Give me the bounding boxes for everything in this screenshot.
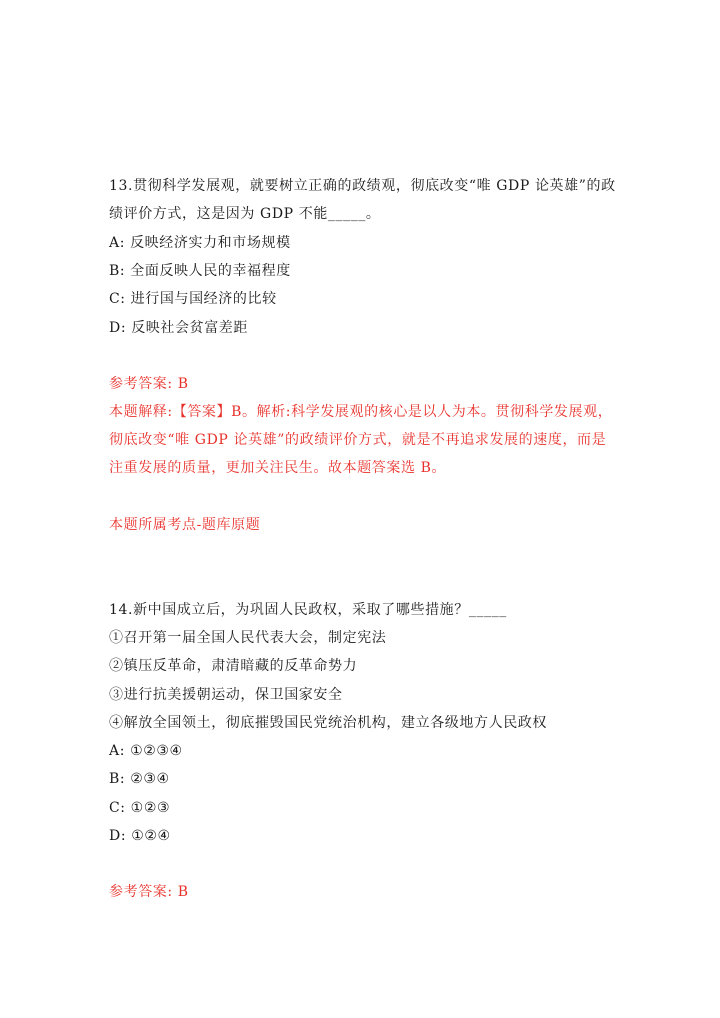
q13-option-a: A: 反映经济实力和市场规模: [109, 235, 291, 251]
q14-statement-2: ②镇压反革命，肃清暗藏的反革命势力: [109, 658, 358, 674]
q13-stem-line2: 绩评价方式，这是因为 GDP 不能_____。: [109, 206, 381, 222]
q14-option-b: B: ②③④: [109, 771, 170, 787]
q13-stem-line1: 13.贯彻科学发展观，就要树立正确的政绩观，彻底改变“唯 GDP 论英雄”的政: [109, 178, 616, 194]
q13-answer: 参考答案: B: [109, 376, 189, 392]
q14-answer: 参考答案: B: [109, 884, 189, 900]
q14-stem: 14.新中国成立后，为巩固人民政权，采取了哪些措施？_____: [109, 602, 507, 618]
q14-option-d: D: ①②④: [109, 828, 171, 844]
q13-option-b: B: 全面反映人民的幸福程度: [109, 263, 291, 279]
q14-option-c: C: ①②③: [109, 800, 171, 816]
q14-statement-3: ③进行抗美援朝运动，保卫国家安全: [109, 687, 343, 703]
q13-topic: 本题所属考点-题库原题: [109, 517, 261, 533]
q14-option-a: A: ①②③④: [109, 743, 183, 759]
q13-explanation-line2: 彻底改变“唯 GDP 论英雄”的政绩评价方式，就是不再追求发展的速度，而是: [109, 432, 607, 448]
q13-option-c: C: 进行国与国经济的比较: [109, 291, 277, 307]
q13-explanation-line3: 注重发展的质量，更加关注民生。故本题答案选 B。: [109, 460, 447, 476]
q13-option-d: D: 反映社会贫富差距: [109, 320, 248, 336]
q14-statement-1: ①召开第一届全国人民代表大会，制定宪法: [109, 630, 387, 646]
q13-explanation-line1: 本题解释:【答案】B。解析:科学发展观的核心是以人为本。贯彻科学发展观，: [109, 404, 613, 420]
q14-statement-4: ④解放全国领土，彻底摧毁国民党统治机构，建立各级地方人民政权: [109, 715, 547, 731]
